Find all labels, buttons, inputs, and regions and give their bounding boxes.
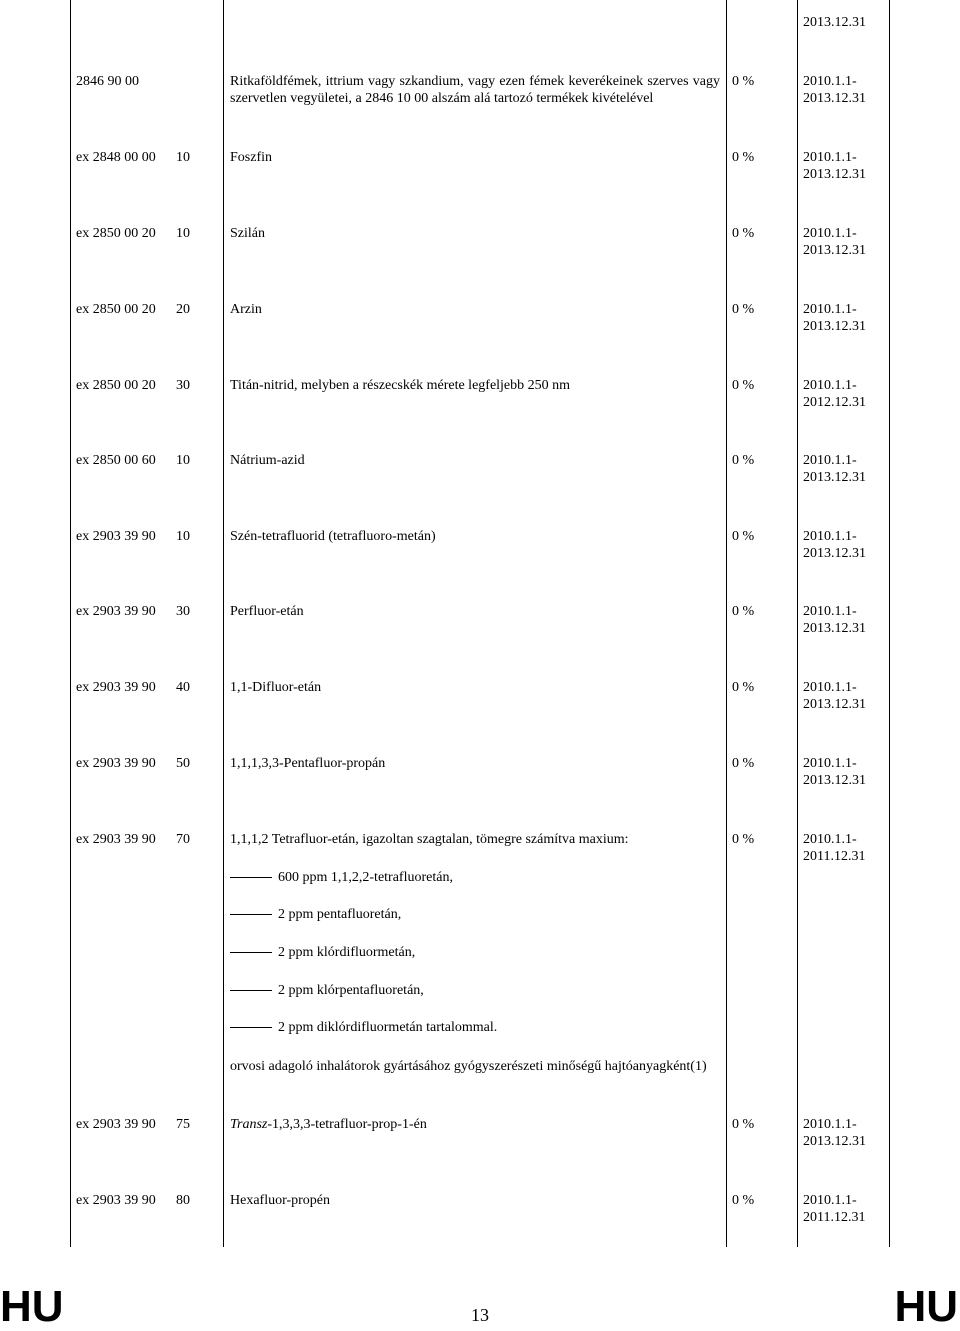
list-item: 2 ppm klórdifluormetán, [230,944,415,961]
validity-date-end: 2012.12.31 [803,395,866,410]
cn-code: ex 2850 00 20 [76,302,156,317]
product-description: Szilán [230,226,265,241]
validity-date-end: 2013.12.31 [803,1134,866,1149]
cn-code: ex 2850 00 60 [76,453,156,468]
validity-date-end: 2013.12.31 [803,697,866,712]
column-rule [726,0,727,1247]
cn-code: ex 2903 39 90 [76,529,156,544]
duty-rate: 0 % [732,1193,755,1208]
column-rule [70,0,71,1247]
taric-subheading: 30 [176,604,190,619]
validity-date-end: 2013.12.31 [803,621,866,636]
taric-subheading: 30 [176,378,190,393]
validity-date-start: 2010.1.1- [803,604,857,619]
validity-date: 2013.12.31 [803,15,866,30]
taric-subheading: 10 [176,226,190,241]
dash-marker [230,877,272,878]
product-description: Perfluor-etán [230,604,304,619]
product-description: 1,1,1,2 Tetrafluor-etán, igazoltan szagtalan, tömegre számítva maxium: [230,832,629,847]
cn-code: 2846 90 00 [76,74,139,89]
usage-note: orvosi adagoló inhalátorok gyártásához gyógyszerészeti minőségű hajtóanyagként(1) [230,1059,707,1074]
validity-date-start: 2010.1.1- [803,1193,857,1208]
list-item: 2 ppm klórpentafluoretán, [230,982,424,999]
duty-rate: 0 % [732,453,755,468]
duty-rate: 0 % [732,302,755,317]
list-item: 2 ppm diklórdifluormetán tartalommal. [230,1019,497,1036]
dash-marker [230,1027,272,1028]
validity-date-end: 2013.12.31 [803,243,866,258]
validity-date-start: 2010.1.1- [803,1117,857,1132]
product-description: Transz-1,3,3,3-tetrafluor-prop-1-én [230,1117,427,1132]
page-number: 13 [471,1305,489,1325]
taric-subheading: 20 [176,302,190,317]
validity-date-start: 2010.1.1- [803,756,857,771]
validity-date-start: 2010.1.1- [803,453,857,468]
column-rule [889,0,890,1247]
cn-code: ex 2848 00 00 [76,150,156,165]
cn-code: ex 2850 00 20 [76,226,156,241]
cn-code: ex 2903 39 90 [76,1193,156,1208]
list-item: 600 ppm 1,1,2,2-tetrafluoretán, [230,869,453,886]
validity-date-end: 2013.12.31 [803,319,866,334]
validity-date-end: 2013.12.31 [803,546,866,561]
taric-subheading: 10 [176,529,190,544]
product-description: 1,1-Difluor-etán [230,680,322,695]
duty-rate: 0 % [732,74,755,89]
duty-rate: 0 % [732,832,755,847]
validity-date-start: 2010.1.1- [803,832,857,847]
duty-rate: 0 % [732,756,755,771]
cn-code: ex 2850 00 20 [76,378,156,393]
cn-code: ex 2903 39 90 [76,756,156,771]
product-description: Titán-nitrid, melyben a részecskék mérete legfeljebb 250 nm [230,378,571,393]
product-description: Ritkaföldfémek, ittrium vagy szkandium, vagy ezen fémek keverékeinek szerves vagy szervetlen vegyületei, a 2846 10 00 alszám alá tartozó termékek kivételével [230,74,720,106]
taric-subheading: 80 [176,1193,190,1208]
validity-date-end: 2011.12.31 [803,1210,866,1225]
duty-rate: 0 % [732,378,755,393]
validity-date-end: 2013.12.31 [803,773,866,788]
validity-date-start: 2010.1.1- [803,680,857,695]
footer-language-right: HU [894,1282,958,1331]
column-rule [797,0,798,1247]
product-description: Arzin [230,302,262,317]
taric-subheading: 70 [176,832,190,847]
duty-rate: 0 % [732,226,755,241]
validity-date-start: 2010.1.1- [803,226,857,241]
taric-subheading: 75 [176,1117,190,1132]
validity-date-end: 2011.12.31 [803,849,866,864]
validity-date-end: 2013.12.31 [803,470,866,485]
taric-subheading: 10 [176,453,190,468]
duty-rate: 0 % [732,680,755,695]
validity-date-end: 2013.12.31 [803,91,866,106]
dash-marker [230,914,272,915]
dash-marker [230,990,272,991]
cn-code: ex 2903 39 90 [76,680,156,695]
duty-rate: 0 % [732,604,755,619]
product-description: Szén-tetrafluorid (tetrafluoro-metán) [230,529,436,544]
cn-code: ex 2903 39 90 [76,1117,156,1132]
product-description: Nátrium-azid [230,453,305,468]
product-description: 1,1,1,3,3-Pentafluor-propán [230,756,386,771]
validity-date-end: 2013.12.31 [803,167,866,182]
dash-marker [230,952,272,953]
product-description: Foszfin [230,150,272,165]
validity-date-start: 2010.1.1- [803,150,857,165]
taric-subheading: 10 [176,150,190,165]
product-description: Hexafluor-propén [230,1193,331,1208]
duty-rate: 0 % [732,1117,755,1132]
taric-subheading: 50 [176,756,190,771]
cn-code: ex 2903 39 90 [76,832,156,847]
validity-date-start: 2010.1.1- [803,529,857,544]
taric-subheading: 40 [176,680,190,695]
list-item: 2 ppm pentafluoretán, [230,906,401,923]
duty-rate: 0 % [732,529,755,544]
footer-language-left: HU [0,1282,64,1331]
validity-date-start: 2010.1.1- [803,378,857,393]
cn-code: ex 2903 39 90 [76,604,156,619]
duty-rate: 0 % [732,150,755,165]
validity-date-start: 2010.1.1- [803,74,857,89]
validity-date-start: 2010.1.1- [803,302,857,317]
column-rule [223,0,224,1247]
italic-prefix: Transz [230,1117,268,1132]
